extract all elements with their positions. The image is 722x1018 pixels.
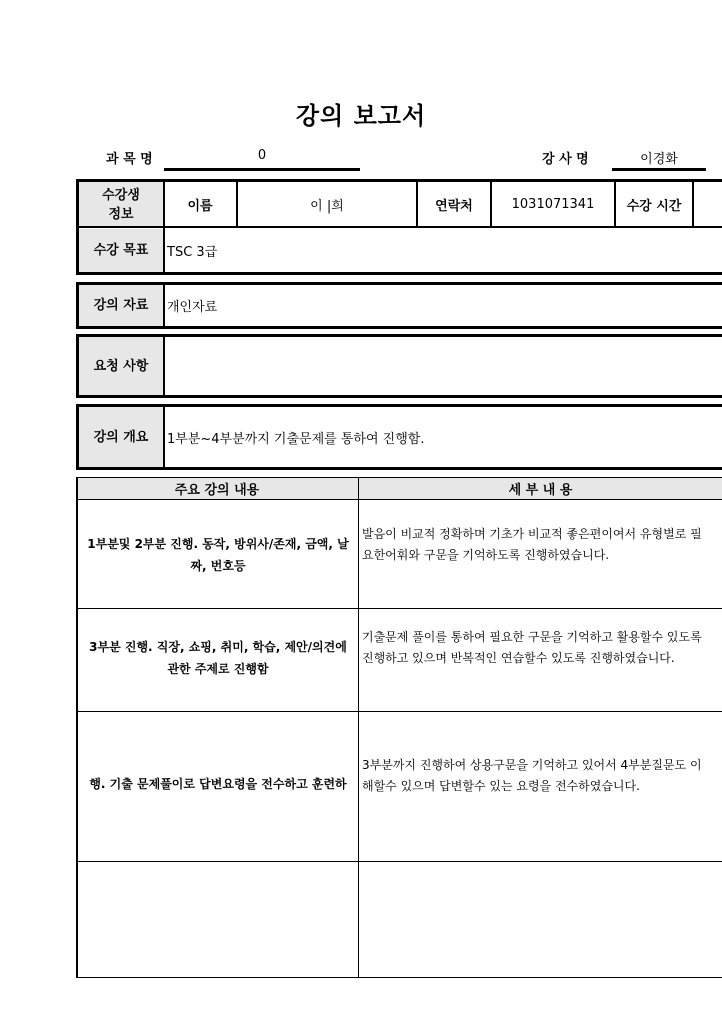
overview-label: 강의 개요 (79, 407, 163, 467)
col-divider (163, 337, 165, 395)
goal-value: TSC 3급 (167, 245, 218, 260)
col-header-detail: 세 부 내 용 (359, 477, 722, 499)
row-main-text: 1부분및 2부분 진행. 동작, 방위사/존재, 금액, 날짜, 번호등 (87, 537, 349, 573)
time-label: 수강 시간 (626, 198, 682, 214)
instructor-underline (612, 168, 706, 171)
request-value (167, 337, 707, 395)
row-main-clip (78, 767, 358, 801)
subject-label: 과 목 명 (106, 152, 153, 167)
material-value: 개인자료 (167, 300, 218, 315)
row-detail-text: 3부분까지 진행하여 상용구문을 기억하고 있어서 4부분질문도 이해할수 있으며 답변할수 있는 요령을 전수하였습니다. (362, 758, 702, 793)
overview-value: 1부분~4부분까지 기출문제를 통하여 진행함. (167, 431, 425, 447)
row-detail-text: 발음이 비교적 정확하며 기초가 비교적 좋은편이여서 유형별로 필요한어휘와 구문을 기억하도록 진행하였습니다. (362, 527, 702, 562)
col-divider (163, 407, 165, 467)
grid-line (76, 499, 722, 500)
subject-underline (164, 168, 360, 171)
material-label: 강의 자료 (79, 285, 163, 326)
row-detail-text: 기출문제 풀이를 통하여 필요한 구문을 기억하고 활용할수 있도록 진행하고 있으며 반복적인 연습할수 있도록 진행하였습니다. (362, 630, 702, 665)
contact-value: 1031071341 (511, 196, 595, 212)
instructor-value: 이경화 (640, 152, 678, 167)
name-value: 이 |희 (310, 198, 344, 214)
grid-line (76, 477, 78, 978)
page-title: 강의 보고서 (295, 102, 427, 130)
subject-value: 0 (257, 148, 267, 163)
goal-label: 수강 목표 (79, 229, 163, 272)
instructor-label: 강 사 명 (542, 152, 589, 167)
name-label: 이름 (187, 198, 213, 214)
grid-line (76, 477, 722, 478)
col-divider (163, 285, 165, 326)
grid-line (76, 977, 722, 978)
row-divider (79, 226, 722, 228)
student-info-label: 수강생 정보 (79, 182, 163, 227)
grid-line (76, 608, 722, 609)
col-header-main: 주요 강의 내용 (76, 477, 358, 499)
contact-label: 연락처 (435, 198, 473, 214)
request-label: 요청 사항 (79, 337, 163, 395)
content-table (76, 477, 722, 978)
row-main-text: 3부분 진행. 직장, 쇼핑, 취미, 학습, 제안/의견에 관한 주제로 진행함 (89, 640, 347, 676)
col-divider (692, 182, 694, 226)
grid-line (76, 711, 722, 712)
row-main-text: 행. 기출 문제풀이로 답변요령을 전수하고 훈련하 (89, 777, 347, 791)
grid-line (76, 861, 722, 862)
grid-line (358, 477, 359, 978)
